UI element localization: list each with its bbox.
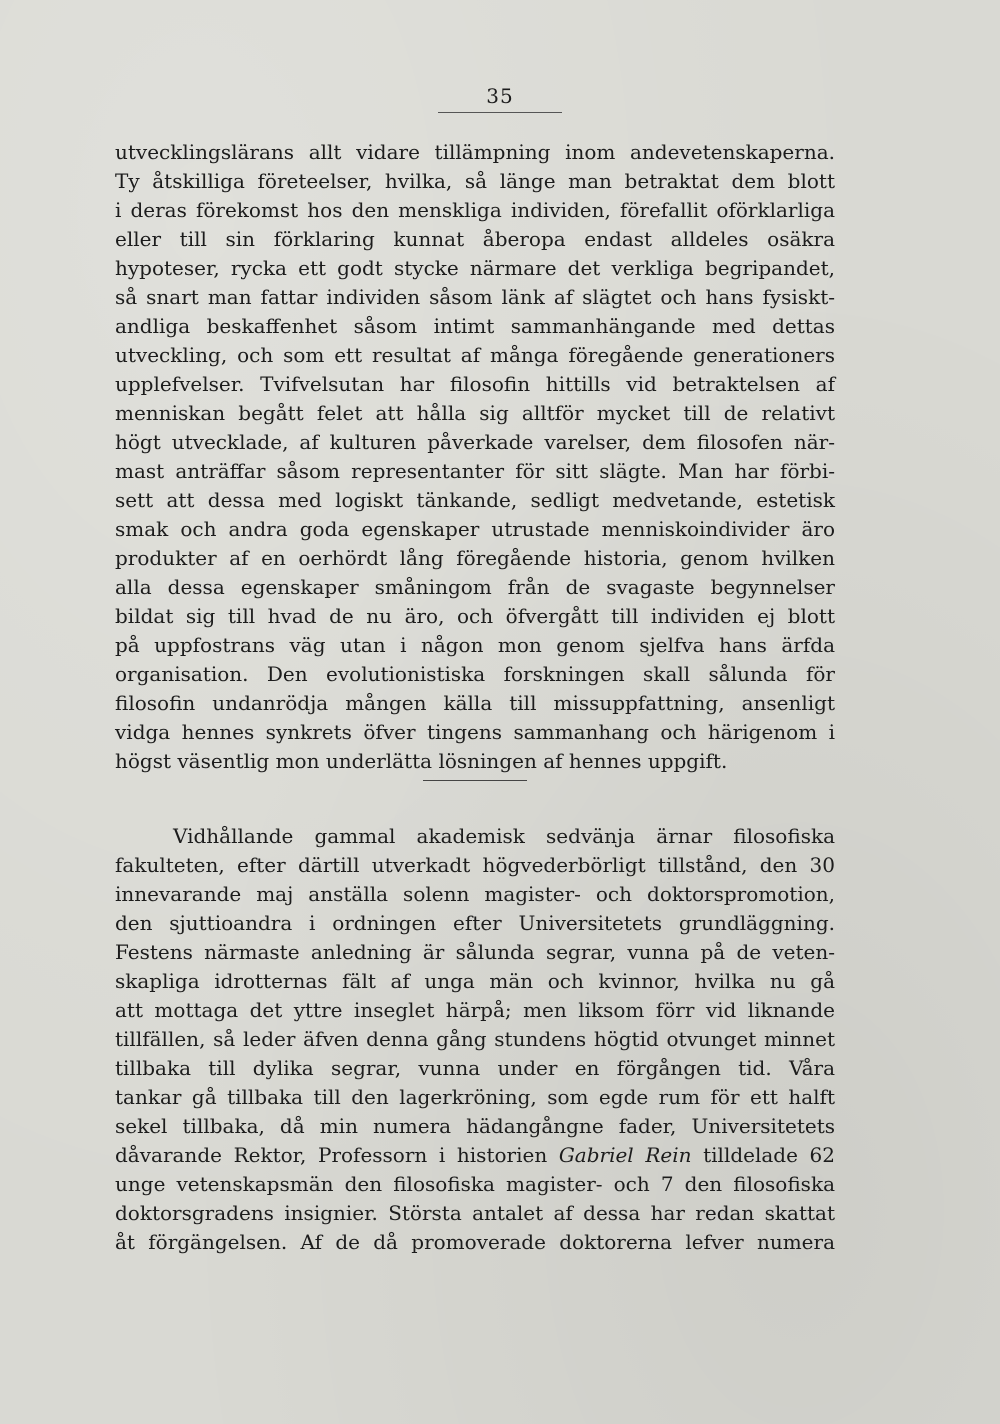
paragraph-evolution	[115, 138, 835, 776]
text-line: sekel tillbaka, då min numera hädangångne fader, Universitetets	[115, 1114, 835, 1138]
text-line: utveckling, och som ett resultat af många föregående generationers	[115, 343, 835, 367]
text-line: tankar gå tillbaka till den lagerkröning, som egde rum för ett halft	[115, 1085, 835, 1109]
page-number: 35	[438, 84, 561, 113]
person-name: Gabriel Rein	[558, 1143, 692, 1167]
text-line: produkter af en oerhördt lång föregående historia, genom hvilken	[115, 546, 835, 570]
text-line: vidga hennes synkrets öfver tingens sammanhang och härigenom i	[115, 720, 835, 744]
text-line: högt utvecklade, af kulturen påverkade varelser, dem filosofen när-	[115, 430, 835, 454]
text-line: Festens närmaste anledning är sålunda segrar, vunna på de veten-	[115, 940, 835, 964]
text-line: tillbaka till dylika segrar, vunna under en förgången tid. Våra	[115, 1056, 835, 1080]
text-line: fakulteten, efter därtill utverkadt högvederbörligt tillstånd, den 30	[115, 853, 835, 877]
text-line: utvecklingslärans allt vidare tillämpning inom andevetenskaperna.	[115, 140, 835, 164]
text-line: åt förgängelsen. Af de då promoverade doktorerna lefver numera	[115, 1230, 835, 1254]
text-line: doktorsgradens insignier. Största antalet af dessa har redan skattat	[115, 1201, 835, 1225]
text-fragment: tilldelade 62	[691, 1143, 835, 1167]
text-line: sett att dessa med logiskt tänkande, sedligt medvetande, estetisk	[115, 488, 835, 512]
text-line: upplefvelser. Tvifvelsutan har filosofin hittills vid betraktelsen af	[115, 372, 835, 396]
text-line: så snart man fattar individen såsom länk af slägtet och hans fysiskt-	[115, 285, 835, 309]
text-line: tillfällen, så leder äfven denna gång stundens högtid otvunget minnet	[115, 1027, 835, 1051]
text-line: menniskan begått felet att hålla sig alltför mycket till de relativt	[115, 401, 835, 425]
text-line: i deras förekomst hos den menskliga individen, förefallit oförklarliga	[115, 198, 835, 222]
text-line: Vidhållande gammal akademisk sedvänja ärnar filosofiska	[173, 824, 835, 848]
text-line: smak och andra goda egenskaper utrustade menniskoindivider äro	[115, 517, 835, 541]
text-line: skapliga idrotternas fält af unga män och kvinnor, hvilka nu gå	[115, 969, 835, 993]
section-divider	[423, 780, 527, 781]
text-line: högst väsentlig mon underlätta lösningen af hennes uppgift.	[115, 749, 728, 773]
text-line: på uppfostrans väg utan i någon mon genom sjelfva hans ärfda	[115, 633, 835, 657]
paragraph-promotion	[115, 822, 835, 1257]
text-line: den sjuttioandra i ordningen efter Universitetets grundläggning.	[115, 911, 835, 935]
text-line: filosofin undanrödja mången källa till missuppfattning, ansenligt	[115, 691, 835, 715]
page-header	[0, 84, 1000, 113]
text-line: bildat sig till hvad de nu äro, och öfvergått till individen ej blott	[115, 604, 835, 628]
text-line: alla dessa egenskaper småningom från de svagaste begynnelser	[115, 575, 835, 599]
text-line: unge vetenskapsmän den filosofiska magister- och 7 den filosofiska	[115, 1172, 835, 1196]
text-line: hypoteser, rycka ett godt stycke närmare det verkliga begripandet,	[115, 256, 835, 280]
text-fragment: dåvarande Rektor, Professorn i historien	[115, 1143, 559, 1167]
text-line: eller till sin förklaring kunnat åberopa endast alldeles osäkra	[115, 227, 835, 251]
text-line: organisation. Den evolutionistiska forskningen skall sålunda för	[115, 662, 835, 686]
text-line	[115, 1141, 835, 1170]
text-line: att mottaga det yttre inseglet härpå; men liksom förr vid liknande	[115, 998, 835, 1022]
text-line: mast anträffar såsom representanter för sitt slägte. Man har förbi-	[115, 459, 835, 483]
text-line: Ty åtskilliga företeelser, hvilka, så länge man betraktat dem blott	[115, 169, 835, 193]
text-line: innevarande maj anställa solenn magister- och doktorspromotion,	[115, 882, 835, 906]
text-line: andliga beskaffenhet såsom intimt sammanhängande med dettas	[115, 314, 835, 338]
